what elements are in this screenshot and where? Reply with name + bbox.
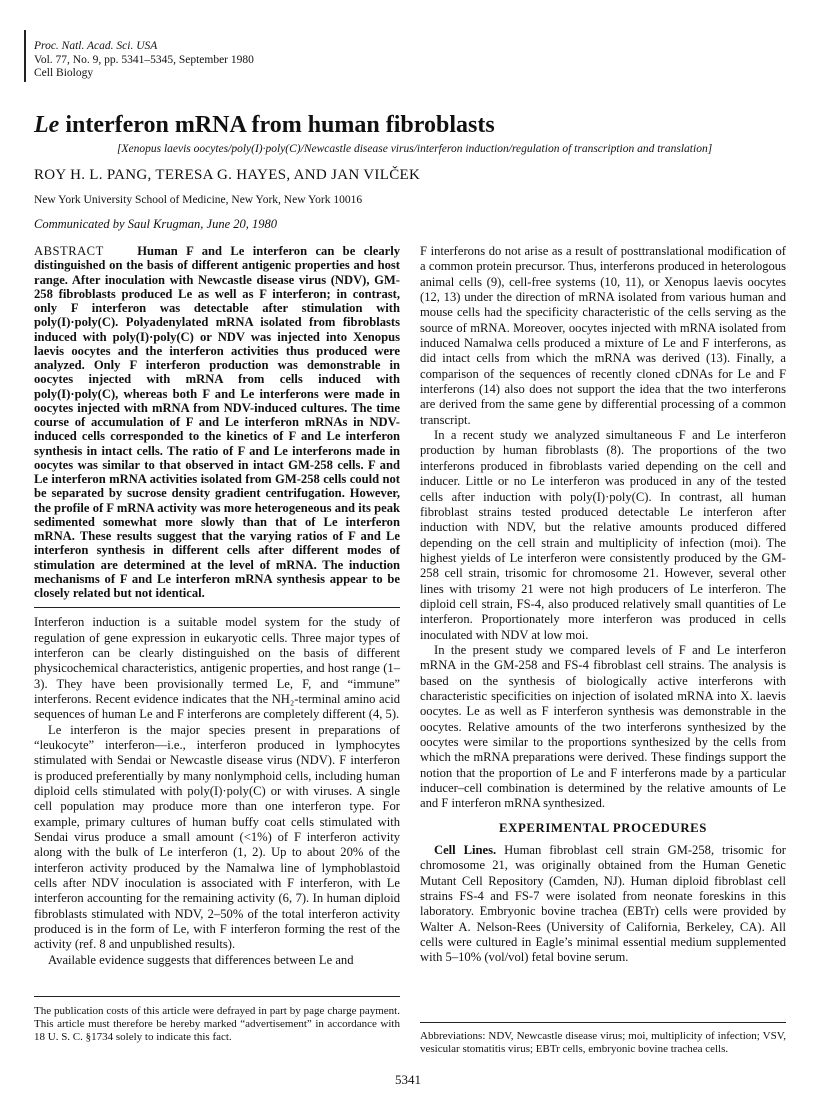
journal-name: Proc. Natl. Acad. Sci. USA	[34, 40, 158, 52]
left-column	[34, 244, 400, 968]
authors: ROY H. L. PANG, TERESA G. HAYES, AND JAN VILČEK	[34, 167, 421, 183]
body-paragraph: Interferon induction is a suitable model system for the study of regulation of gene expression in eukaryotic cells. Three major types of interferon can be clearly distinguished on the basis of different physicochemical characteristics, antigenic properties, and host range (1–3). They have been provisionally termed Le, F, and “immune” interferons. Recent evidence indicates that the NH₂-terminal amino acid sequences of human Le and F interferons are completely different (4, 5).	[34, 615, 400, 722]
section-heading: EXPERIMENTAL PROCEDURES	[498, 820, 708, 835]
keywords: [Xenopus laevis oocytes/poly(I)·poly(C)/Newcastle disease virus/interferon induction/regulation of transcription and translation]	[117, 143, 713, 155]
right-column	[420, 244, 786, 966]
body-paragraph: Le interferon is the major species present in preparations of “leukocyte” interferon—i.e., interferon produced in lymphocytes stimulated with Sendai or Newcastle disease virus (NDV). F interferon is produced preferentially by many nonlymphoid cells, including human diploid cells stimulated with poly(I)·poly(C) or with viruses. A single cell population may produce more than one interferon type. For example, primary cultures of human buffy coat cells stimulated with Sendai virus produce a small amount (<1%) of F interferon activity along with the bulk of Le interferon (1, 2). Up to about 20% of the interferon activity produced by the Namalwa line of lymphoblastoid cells after NDV inoculation is associated with F interferon, with Le interferon accounting for the remaining activity (6, 7). In human diploid fibroblasts stimulated with NDV, 2–50% of the total interferon activity produced is in the form of Le, with F interferon forming the rest of the activity (ref. 8 and unpublished results).	[34, 722, 400, 952]
footnote-divider	[34, 996, 400, 997]
cell-lines-paragraph	[420, 843, 786, 966]
header-bar	[24, 30, 26, 82]
abbreviations-divider	[420, 1022, 786, 1023]
cell-lines-text: Human fibroblast cell strain GM-258, trisomic for chromosome 21, was originally obtained from the Human Genetic Mutant Cell Repository (Camden, NJ). Human diploid fibroblast cell strains FS-4 and FS-7 were isolated from neonate foreskins in this laboratory. Embryonic bovine trachea (EBTr) cells were provided by Walter A. Nelson-Rees (University of California, Berkeley, CA). All cells were cultured in Eagle’s minimal essential medium supplemented with 5–10% (vol/vol) fetal bovine serum.	[420, 843, 786, 965]
abstract-label: ABSTRACT	[34, 244, 104, 258]
body-paragraph: In the present study we compared levels of F and Le interferon mRNA in the GM-258 and FS-4 fibroblast cell strains. The analysis is based on the synthesis of biologically active interferons with characteristic specificities on injection of isolated mRNA into X. laevis oocytes. Le as well as F interferon synthesis was demonstrable in the oocytes. Relative amounts of the two interferons synthesized by the oocytes were similar to the proportions synthesized by the cells from which the mRNA preparations were derived. These findings support the notion that the proportion of Le and F interferons made by a particular inducer–cell combination is determined by the relative amounts of Le and F interferon mRNA synthesized.	[420, 642, 786, 811]
body-paragraph: Available evidence suggests that differences between Le and	[48, 952, 354, 967]
paper-title	[34, 112, 495, 139]
title-rest: interferon mRNA from human fibroblasts	[59, 112, 495, 138]
footnote: The publication costs of this article were defrayed in part by page charge payment. This article must therefore be hereby marked “advertisement” in accordance with 18 U. S. C. §1734 solely to indicate this fact.	[34, 1005, 400, 1043]
abstract-divider	[34, 607, 400, 608]
communicated-by: Communicated by Saul Krugman, June 20, 1980	[34, 217, 278, 231]
journal-section: Cell Biology	[34, 67, 94, 79]
body-paragraph: In a recent study we analyzed simultaneous F and Le interferon production by human fibroblasts (8). The proportions of the two interferons produced in fibroblasts varied depending on the cell and inducer. Little or no Le interferon was produced in any of the tested cells after induction with poly(I)·poly(C). In contrast, all human fibroblast strains tested produced detectable Le interferon after induction with NDV, but the relative amounts produced differed depending on the cell strain and multiplicity of infection (moi). The highest yields of Le interferon were consistently produced by the GM-258 cell strain, trisomic for chromosome 21. However, several other lines with trisomy 21 were not high producers of Le interferon. The diploid cell strain, FS-4, also produced relatively small quantities of Le interferon. Proportionately more interferon was produced in cells inoculated with NDV at low moi.	[420, 428, 786, 642]
title-italic: Le	[34, 112, 60, 138]
abstract	[34, 244, 400, 600]
abstract-text: Human F and Le interferon can be clearly distinguished on the basis of different antigenic properties and host range. After inoculation with Newcastle disease virus (NDV), GM-258 fibroblasts produced Le as well as F interferon; in contrast, only F interferon was detectable after stimulation with poly(I)·poly(C). Polyadenylated mRNA isolated from fibroblasts induced with poly(I)·poly(C) or NDV was injected into Xenopus laevis oocytes and the interferon activities thus produced were analyzed. Only F interferon production was demonstrable in oocytes injected with mRNA from cells induced with poly(I)·poly(C), whereas both F and Le interferons were made in oocytes injected with mRNA from NDV-induced cultures. The time course of accumulation of F and Le interferon mRNAs in NDV-induced cells corresponded to the kinetics of F and Le interferon synthesis in intact cells. The ratio of F and Le interferons made in oocytes was similar to that observed in intact GM-258 cells. F and Le interferon mRNA activities isolated from GM-258 cells could not be separated by sucrose density gradient centrifugation. However, the profile of F mRNA activity was more heterogeneous and its peak sedimented somewhat more slowly than that of Le interferon mRNA. These results suggest that the varying ratios of F and Le interferon synthesis in different cells after different modes of stimulation are determined at the level of mRNA. The induction mechanisms of F and Le interferon mRNA synthesis appear to be closely related but not identical.	[34, 244, 400, 600]
journal-header	[34, 40, 254, 81]
page-number: 5341	[395, 1072, 421, 1087]
affiliation: New York University School of Medicine, New York, New York 10016	[34, 194, 363, 206]
body-paragraph: F interferons do not arise as a result of posttranslational modification of a common protein precursor. Thus, interferons produced in heterologous animal cells (9), cell-free systems (10, 11), or Xenopus laevis oocytes (12, 13) under the direction of mRNA isolated from various human and mouse cells had the specificity characteristic of the cells serving as the source of mRNA. Moreover, oocytes injected with mRNA isolated from induced Namalwa cells produced a mixture of Le and F interferons, as did intact cells from which the mRNA was derived (13). Finally, a comparison of the sequences of recently cloned cDNAs for Le and F interferons (14) also does not support the idea that the two interferons are derived from the same gene by differential processing of a common transcript.	[420, 244, 786, 427]
journal-volume: Vol. 77, No. 9, pp. 5341–5345, September 1980	[34, 53, 254, 66]
cell-lines-label: Cell Lines.	[434, 843, 497, 858]
abbreviations: Abbreviations: NDV, Newcastle disease virus; moi, multiplicity of infection; VSV, vesicular stomatitis virus; EBTr cells, embryonic bovine trachea cells.	[420, 1030, 786, 1055]
